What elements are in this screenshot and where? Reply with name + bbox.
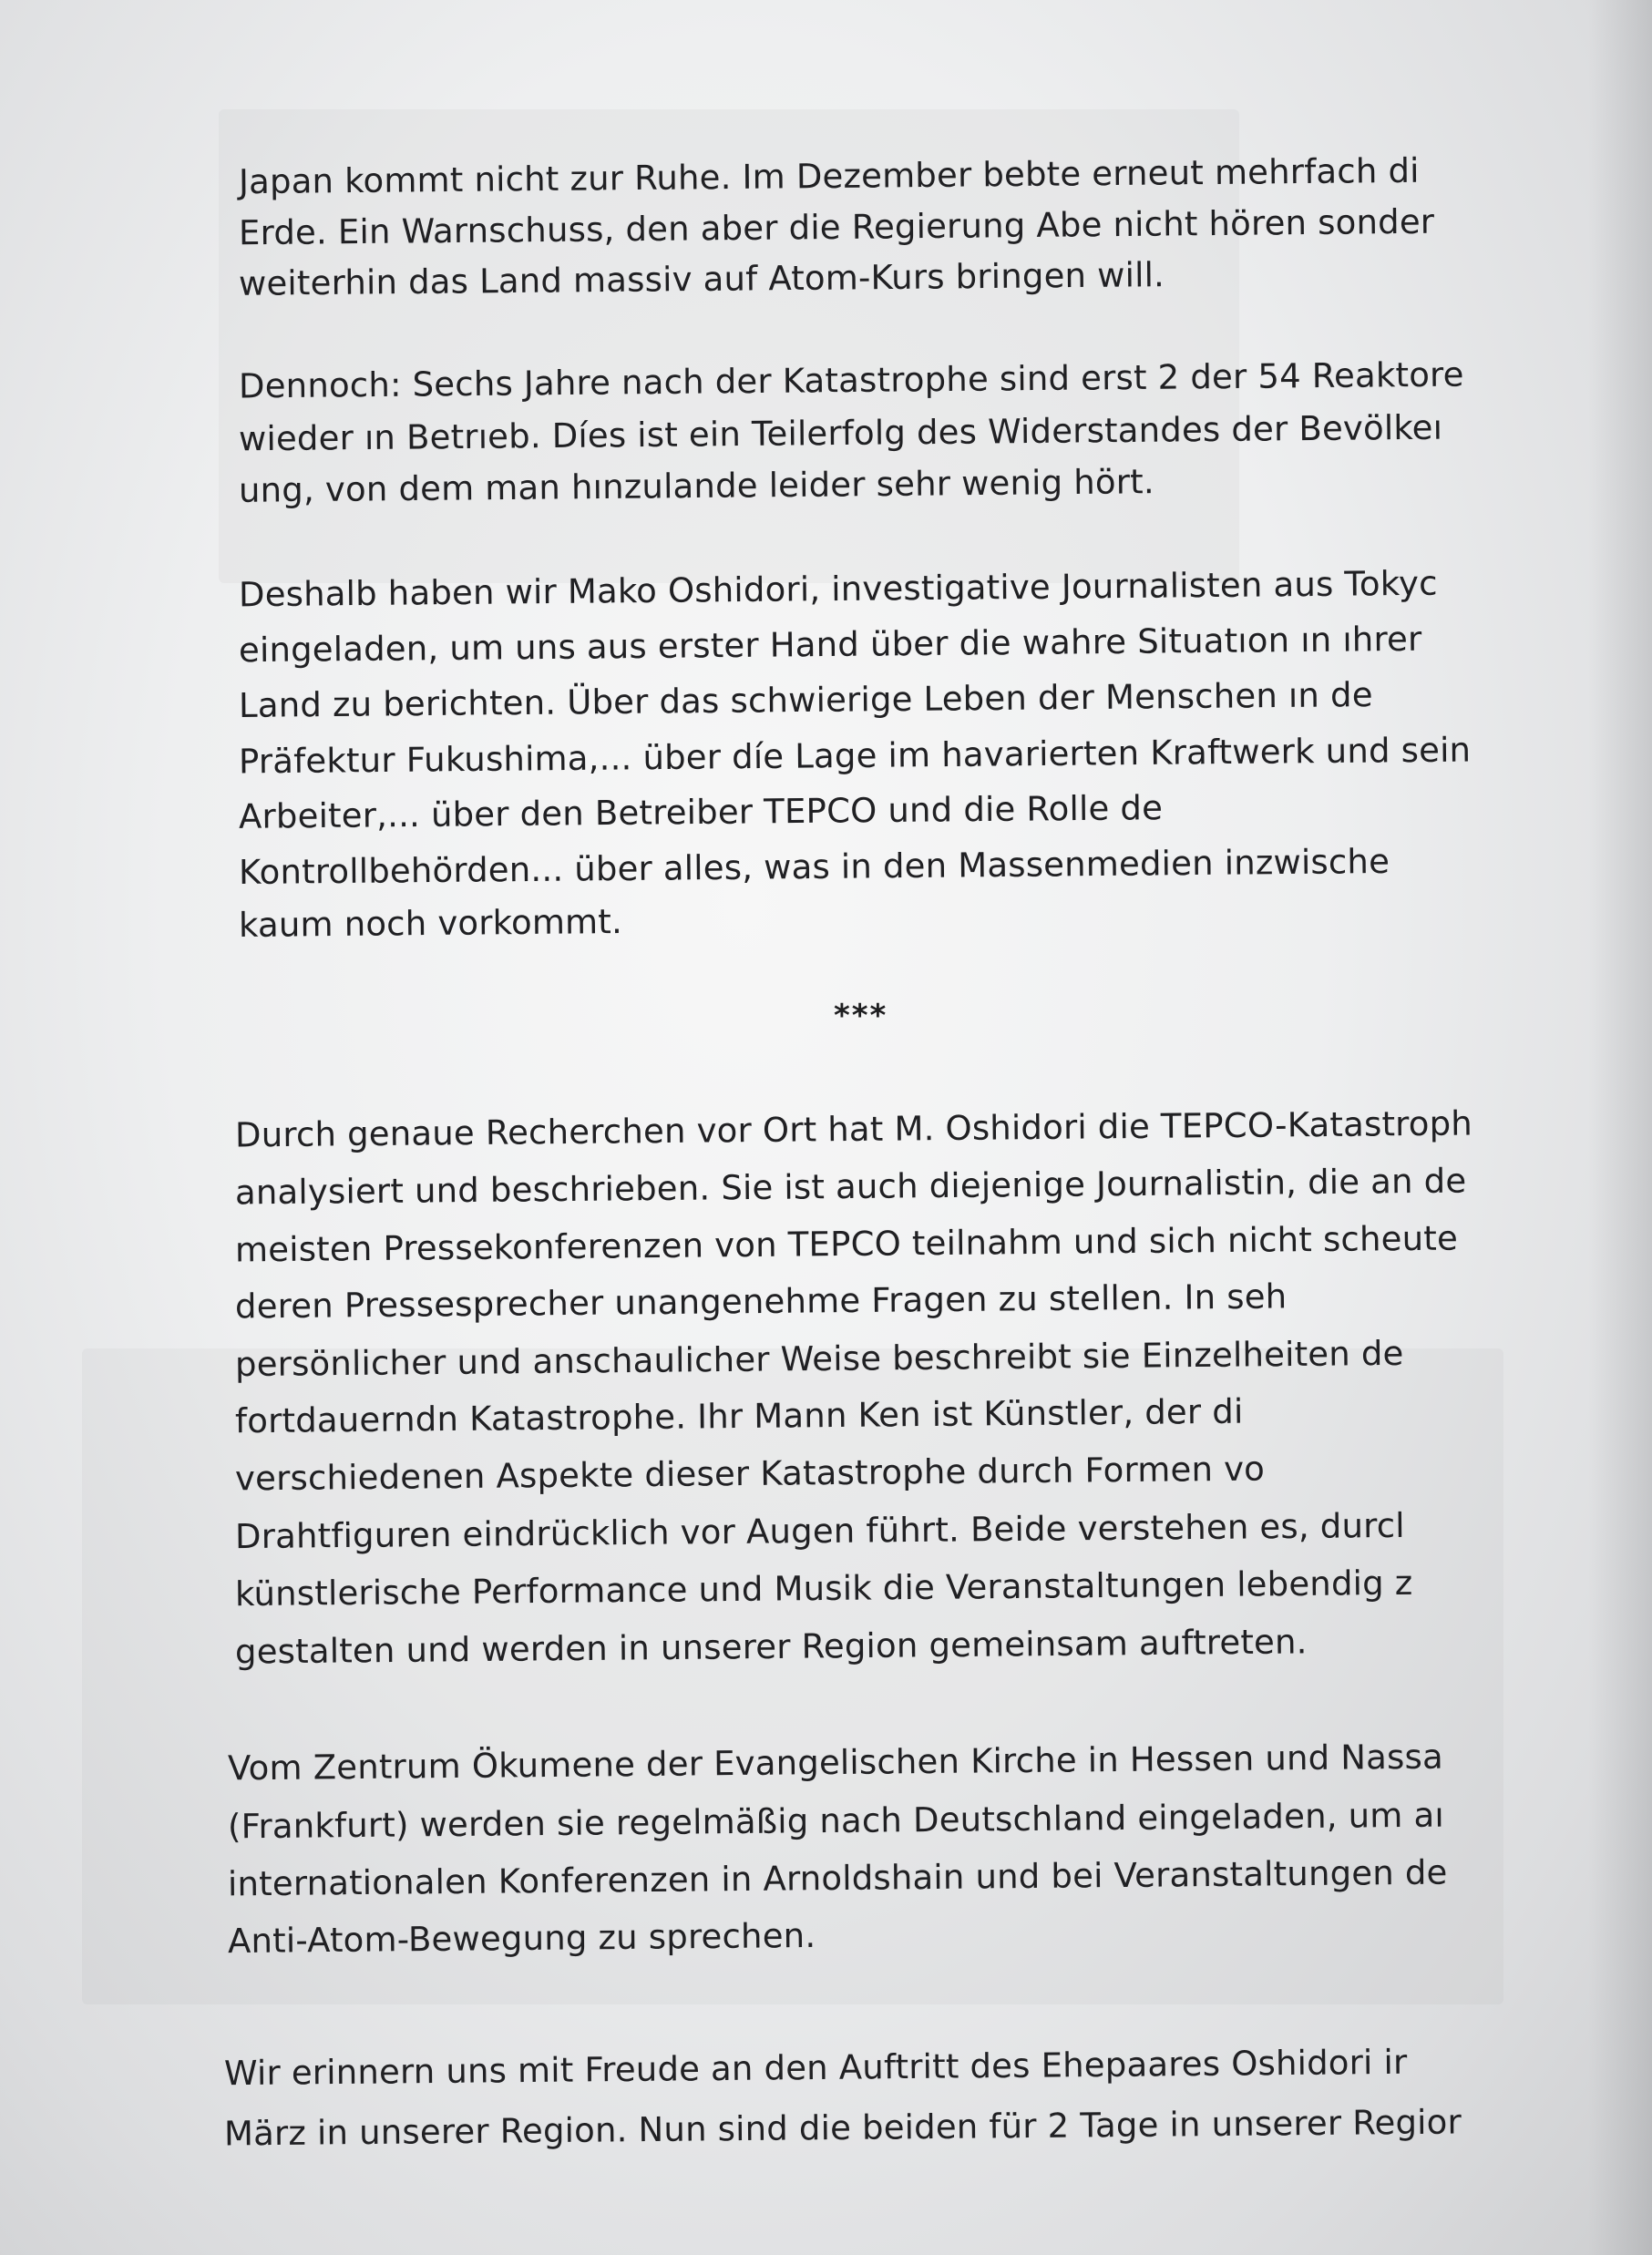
text-line: Anti-Atom-Bewegung zu sprechen. <box>227 1915 816 1962</box>
text-line: Wir erinnern uns mit Freude an den Auftritt des Ehepaares Oshidori ir <box>223 2042 1408 2094</box>
text-line: meisten Pressekonferenzen von TEPCO teilnahm und sich nicht scheute <box>234 1218 1459 1270</box>
text-line: künstlerische Performance und Musik die Veranstaltungen lebendig z <box>234 1563 1413 1614</box>
text-line: Drahtfiguren eindrücklich vor Augen führt. Beide verstehen es, durcl <box>234 1505 1405 1557</box>
text-line: Vom Zentrum Ökumene der Evangelischen Kirche in Hessen und Nassa <box>227 1737 1444 1789</box>
text-line: verschiedenen Aspekte dieser Katastrophe durch Formen vo <box>234 1449 1266 1499</box>
text-line: Kontrollbehörden... über alles, was in den Massenmedien inzwische <box>238 841 1390 893</box>
section-separator: *** <box>834 998 888 1034</box>
text-line: kaum noch vorkommt. <box>238 901 623 946</box>
text-line: eingeladen, um uns aus erster Hand über die wahre Situatıon ın ıhrer <box>238 619 1422 671</box>
text-line: ung, von dem man hınzulande leider sehr wenig hört. <box>238 462 1155 510</box>
text-line: Präfektur Fukushima,... über díe Lage im havarierten Kraftwerk und sein <box>238 730 1472 782</box>
text-line: Land zu berichten. Über das schwierige Leben der Menschen ın de <box>238 675 1373 725</box>
text-line: fortdauerndn Katastrophe. Ihr Mann Ken ist Künstler, der di <box>234 1391 1244 1441</box>
text-line: persönlicher und anschaulicher Weise beschreibt sie Einzelheiten de <box>234 1333 1404 1385</box>
text-line: analysiert und beschrieben. Sie ist auch diejenige Journalistin, die an de <box>234 1161 1467 1213</box>
text-line: Arbeiter,... über den Betreiber TEPCO und die Rolle de <box>238 788 1164 836</box>
text-line: März in unserer Region. Nun sind die beiden für 2 Tage in unserer Regior <box>223 2102 1462 2154</box>
text-line: gestalten und werden in unserer Region gemeinsam auftreten. <box>234 1622 1308 1672</box>
text-line: Japan kommt nicht zur Ruhe. Im Dezember bebte erneut mehrfach di <box>238 150 1420 202</box>
text-line: (Frankfurt) werden sie regelmäßig nach Deutschland eingeladen, um aı <box>227 1795 1445 1847</box>
text-line: Dennoch: Sechs Jahre nach der Katastrophe sind erst 2 der 54 Reaktore <box>238 354 1464 406</box>
text-line: internationalen Konferenzen in Arnoldshain und bei Veranstaltungen de <box>227 1852 1448 1904</box>
text-line: Deshalb haben wir Mako Oshidori, investigative Journalisten aus Tokyc <box>238 563 1438 615</box>
text-line: Durch genaue Recherchen vor Ort hat M. Oshidori die TEPCO-Katastroph <box>234 1103 1473 1155</box>
text-line: weiterhin das Land massiv auf Atom-Kurs bringen will. <box>238 255 1165 303</box>
text-line: wieder ın Betrıeb. Díes ist ein Teilerfolg des Widerstandes der Bevölkeı <box>238 407 1443 459</box>
text-line: deren Pressesprecher unangenehme Fragen zu stellen. In seh <box>234 1276 1288 1327</box>
text-line: Erde. Ein Warnschuss, den aber die Regierung Abe nicht hören sonder <box>238 201 1435 253</box>
